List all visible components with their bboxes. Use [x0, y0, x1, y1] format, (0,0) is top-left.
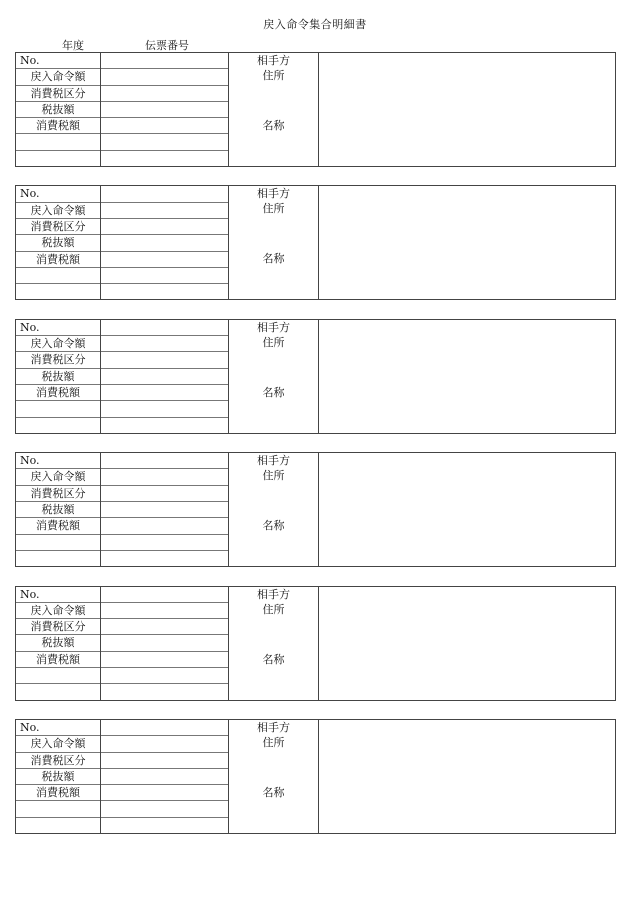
value-column	[101, 53, 229, 166]
address-label: 住所	[262, 602, 285, 616]
row-label-blank	[16, 268, 100, 284]
value-cell[interactable]	[101, 818, 228, 834]
value-column	[101, 453, 229, 566]
row-label-tax-category: 消費税区分	[16, 753, 100, 769]
row-label-tax-amount: 消費税額	[16, 252, 100, 268]
row-label-no: No.	[16, 320, 100, 336]
row-label-blank	[16, 818, 100, 834]
row-label-tax-category: 消費税区分	[16, 619, 100, 635]
row-label-no: No.	[16, 720, 100, 736]
value-cell[interactable]	[101, 668, 228, 684]
label-column	[16, 720, 101, 833]
partner-label-column	[229, 53, 319, 166]
row-label-return-amount: 戻入命令額	[16, 736, 100, 752]
row-label-tax-category: 消費税区分	[16, 486, 100, 502]
value-cell[interactable]	[101, 587, 228, 603]
value-cell[interactable]	[101, 219, 228, 235]
value-cell[interactable]	[101, 518, 228, 534]
record-block	[15, 719, 616, 834]
value-cell[interactable]	[101, 385, 228, 401]
partner-label-column	[229, 587, 319, 700]
row-label-return-amount: 戻入命令額	[16, 469, 100, 485]
value-cell[interactable]	[101, 720, 228, 736]
value-cell[interactable]	[101, 186, 228, 202]
row-label-blank	[16, 284, 100, 300]
address-label: 住所	[262, 736, 285, 749]
value-cell[interactable]	[101, 352, 228, 368]
value-cell[interactable]	[101, 652, 228, 668]
value-cell[interactable]	[101, 401, 228, 417]
row-label-blank	[16, 151, 100, 167]
row-label-tax-amount: 消費税額	[16, 385, 100, 401]
row-label-pretax-amount: 税抜額	[16, 502, 100, 518]
partner-label: 相手方	[257, 587, 290, 601]
row-label-blank	[16, 684, 100, 700]
row-label-blank	[16, 668, 100, 684]
value-cell[interactable]	[101, 134, 228, 150]
value-cell[interactable]	[101, 736, 228, 752]
partner-label: 相手方	[257, 721, 290, 734]
partner-label-column	[229, 186, 319, 299]
row-label-blank	[16, 551, 100, 567]
value-cell[interactable]	[101, 551, 228, 567]
row-label-tax-amount: 消費税額	[16, 118, 100, 134]
row-label-blank	[16, 401, 100, 417]
record-block	[15, 452, 616, 567]
partner-label-column	[229, 720, 319, 833]
row-label-tax-category: 消費税区分	[16, 352, 100, 368]
row-label-pretax-amount: 税抜額	[16, 369, 100, 385]
value-cell[interactable]	[101, 603, 228, 619]
name-label: 名称	[262, 119, 285, 132]
row-label-no: No.	[16, 453, 100, 469]
label-column	[16, 587, 101, 700]
value-cell[interactable]	[101, 336, 228, 352]
value-cell[interactable]	[101, 635, 228, 651]
row-label-pretax-amount: 税抜額	[16, 635, 100, 651]
label-column	[16, 53, 101, 166]
row-label-pretax-amount: 税抜額	[16, 102, 100, 118]
name-label: 名称	[262, 385, 285, 399]
row-label-tax-amount: 消費税額	[16, 518, 100, 534]
partner-label: 相手方	[257, 54, 290, 67]
value-cell[interactable]	[101, 785, 228, 801]
value-cell[interactable]	[101, 769, 228, 785]
value-cell[interactable]	[101, 53, 228, 69]
row-label-return-amount: 戻入命令額	[16, 69, 100, 85]
row-label-blank	[16, 418, 100, 434]
name-label: 名称	[262, 652, 285, 666]
value-cell[interactable]	[101, 684, 228, 700]
partner-label: 相手方	[257, 320, 290, 334]
record-block	[15, 319, 616, 434]
value-cell[interactable]	[101, 69, 228, 85]
value-cell[interactable]	[101, 151, 228, 167]
row-label-return-amount: 戻入命令額	[16, 336, 100, 352]
row-label-pretax-amount: 税抜額	[16, 769, 100, 785]
value-cell[interactable]	[101, 453, 228, 469]
record-block	[15, 586, 616, 701]
row-label-pretax-amount: 税抜額	[16, 235, 100, 251]
value-column	[101, 320, 229, 433]
value-column	[101, 587, 229, 700]
row-label-tax-amount: 消費税額	[16, 652, 100, 668]
value-cell[interactable]	[101, 268, 228, 284]
row-label-tax-amount: 消費税額	[16, 785, 100, 801]
value-cell[interactable]	[101, 753, 228, 769]
partner-label: 相手方	[257, 454, 290, 468]
label-column	[16, 453, 101, 566]
name-label: 名称	[262, 786, 285, 799]
row-label-blank	[16, 801, 100, 817]
label-column	[16, 320, 101, 433]
value-cell[interactable]	[101, 486, 228, 502]
row-label-tax-category: 消費税区分	[16, 219, 100, 235]
row-label-no: No.	[16, 587, 100, 603]
value-column	[101, 186, 229, 299]
partner-label-column	[229, 320, 319, 433]
row-label-return-amount: 戻入命令額	[16, 603, 100, 619]
value-cell[interactable]	[101, 284, 228, 300]
partner-label-column	[229, 453, 319, 566]
record-block	[15, 185, 616, 300]
value-cell[interactable]	[101, 102, 228, 118]
name-label: 名称	[262, 519, 285, 533]
value-cell[interactable]	[101, 203, 228, 219]
record-block	[15, 52, 616, 167]
value-cell[interactable]	[101, 801, 228, 817]
value-cell[interactable]	[101, 320, 228, 336]
row-label-no: No.	[16, 53, 100, 69]
address-label: 住所	[262, 469, 285, 483]
value-cell[interactable]	[101, 418, 228, 434]
value-cell[interactable]	[101, 252, 228, 268]
label-column	[16, 186, 101, 299]
address-label: 住所	[262, 335, 285, 349]
year-label: 年度	[62, 39, 84, 52]
row-label-blank	[16, 535, 100, 551]
row-label-blank	[16, 134, 100, 150]
address-label: 住所	[262, 202, 285, 216]
value-cell[interactable]	[101, 502, 228, 518]
slip-number-label: 伝票番号	[145, 39, 189, 52]
row-label-no: No.	[16, 186, 100, 202]
value-column	[101, 720, 229, 833]
value-cell[interactable]	[101, 619, 228, 635]
value-cell[interactable]	[101, 535, 228, 551]
value-cell[interactable]	[101, 118, 228, 134]
value-cell[interactable]	[101, 369, 228, 385]
document-title: 戻入命令集合明細書	[263, 18, 367, 31]
row-label-return-amount: 戻入命令額	[16, 203, 100, 219]
partner-label: 相手方	[257, 187, 290, 201]
value-cell[interactable]	[101, 86, 228, 102]
name-label: 名称	[262, 252, 285, 266]
value-cell[interactable]	[101, 469, 228, 485]
address-label: 住所	[262, 69, 285, 82]
row-label-tax-category: 消費税区分	[16, 86, 100, 102]
value-cell[interactable]	[101, 235, 228, 251]
